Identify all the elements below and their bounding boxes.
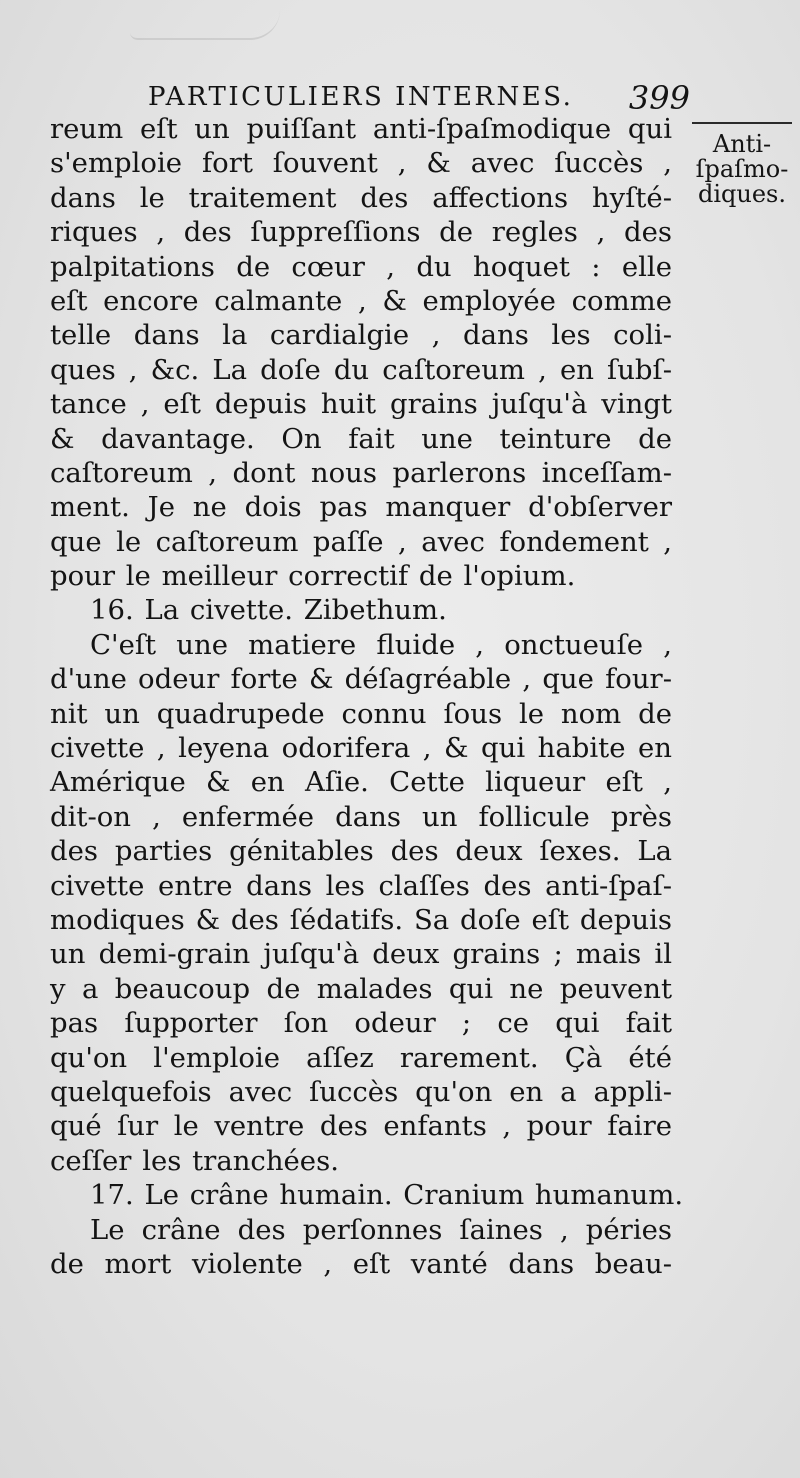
text-line: caſtoreum , dont nous parlerons inceſſam- (50, 456, 672, 489)
text-line: modiques & des ſédatifs. Sa doſe eſt depuis (50, 903, 672, 936)
text-line: de mort violente , eſt vanté dans beau- (50, 1247, 672, 1280)
page-number: 399 (628, 79, 690, 117)
text-line: civette entre dans les claſſes des anti-ſpaſ- (50, 869, 672, 902)
running-title: PARTICULIERS INTERNES. (148, 82, 574, 112)
text-line: d'une odeur forte & déſagréable , que four- (50, 663, 672, 696)
text-line: s'emploie fort ſouvent , & avec ſuccès , (50, 147, 672, 180)
text-line: ceſſer les tranchées. (50, 1144, 339, 1177)
text-line: ques , &c. La doſe du caſtoreum , en ſubſ- (50, 353, 672, 386)
text-line: reum eſt un puiſſant anti-ſpaſmodique qui (50, 113, 672, 145)
text-line: palpitations de cœur , du hoquet : elle (50, 250, 672, 283)
margin-note-line: Anti- (712, 130, 772, 158)
text-line: C'eſt une matiere fluide , onctueuſe , (90, 628, 672, 661)
text-line: quelquefois avec ſuccès qu'on en a appli- (50, 1075, 672, 1108)
text-line: des parties génitables des deux ſexes. La (50, 835, 672, 868)
text-line: ment. Je ne dois pas manquer d'obſerver (50, 491, 672, 524)
text-line: y a beaucoup de malades qui ne peuvent (50, 972, 672, 1005)
text-line: Amérique & en Aſie. Cette liqueur eſt , (50, 766, 672, 799)
text-line: civette , leyena odorifera , & qui habite en (50, 732, 672, 765)
text-line: tance , eſt depuis huit grains juſqu'à vingt (50, 388, 672, 421)
text-line: pour le meilleur correctif de l'opium. (50, 560, 576, 593)
text-line: qu'on l'emploie aſſez rarement. Çà été (50, 1041, 672, 1074)
entry-heading: 16. La civette. Zibethum. (90, 594, 447, 627)
text-line: un demi-grain juſqu'à deux grains ; mais il (50, 938, 672, 971)
margin-note-line: diques. (697, 180, 786, 208)
text-line: riques , des ſuppreſſions de regles , des (50, 216, 672, 249)
text-line: dans le traitement des affections hyſté- (50, 181, 672, 214)
text-line: & davantage. On fait une teinture de (50, 422, 672, 455)
text-line: qué ſur le ventre des enfants , pour faire (50, 1110, 672, 1143)
body-text (50, 112, 684, 1281)
text-line: que le caſtoreum paſſe , avec fondement , (50, 525, 672, 558)
text-line: telle dans la cardialgie , dans les coli- (50, 319, 672, 352)
margin-note (692, 122, 792, 207)
text-line: pas ſupporter ſon odeur ; ce qui fait (50, 1007, 672, 1040)
text-line: eſt encore calmante , & employée comme (50, 284, 672, 317)
text-line: Le crâne des perſonnes ſaines , péries (90, 1213, 672, 1246)
margin-note-line: ſpaſmo- (695, 155, 789, 183)
text-line: nit un quadrupede connu ſous le nom de (50, 697, 672, 730)
text-line: dit-on , enfermée dans un follicule près (50, 800, 672, 833)
stray-pencil-mark (130, 10, 280, 40)
entry-heading: 17. Le crâne humain. Cranium humanum. (90, 1179, 684, 1212)
